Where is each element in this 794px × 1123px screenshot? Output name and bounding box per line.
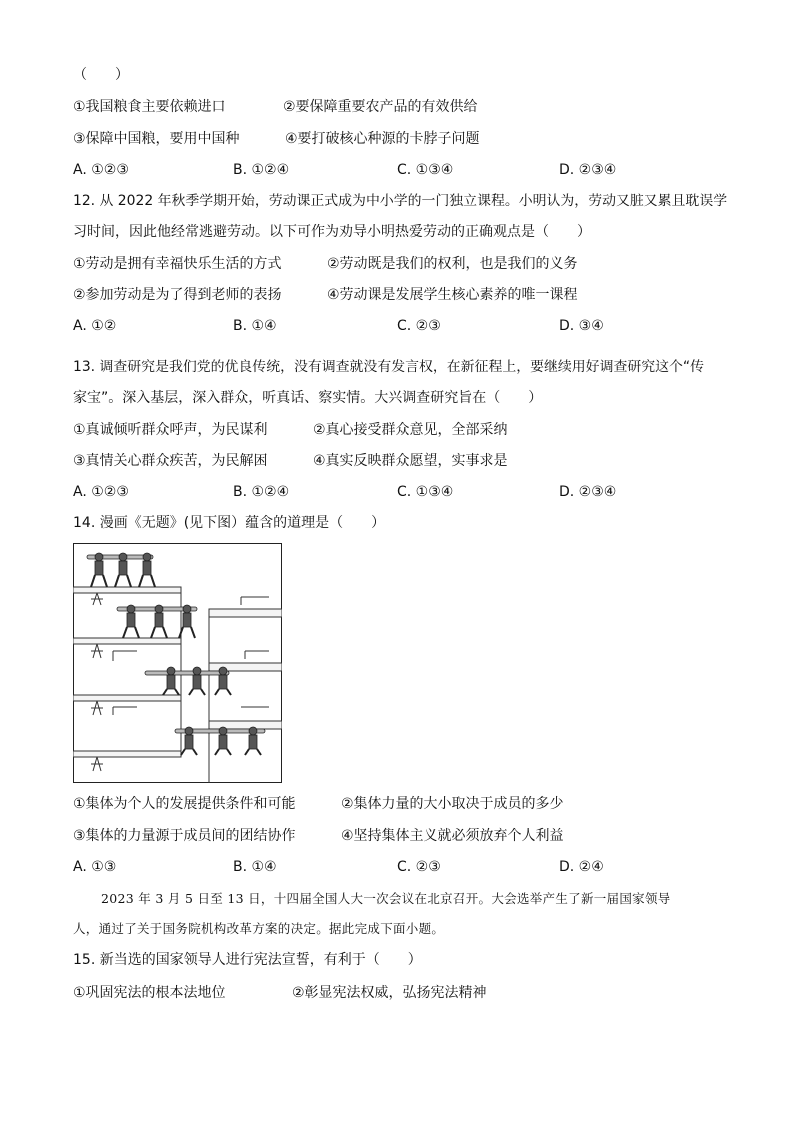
q11-statement-3: ③保障中国粮，要用中国种 [73, 131, 240, 147]
q12-stem-line-2: 习时间，因此他经常逃避劳动。以下可作为劝导小明热爱劳动的正确观点是（ ） [73, 224, 591, 240]
q14-statement-4: ④坚持集体主义就必须放弃个人利益 [341, 828, 564, 844]
q12-statement-3: ②参加劳动是为了得到老师的表扬 [73, 287, 282, 303]
q11-statement-4: ④要打破核心种源的卡脖子问题 [285, 131, 480, 147]
q12-statement-4: ④劳动课是发展学生核心素养的唯一课程 [327, 287, 578, 303]
q12-option-b: B. ①④ [233, 318, 277, 334]
q13-statement-4: ④真实反映群众愿望，实事求是 [313, 453, 508, 469]
q12-statement-1: ①劳动是拥有幸福快乐生活的方式 [73, 256, 282, 272]
q13-option-a: A. ①②③ [73, 484, 129, 500]
q11-option-b: B. ①②④ [233, 162, 290, 178]
q13-option-d: D. ②③④ [559, 484, 617, 500]
q13-stem-line-1: 13. 调查研究是我们党的优良传统，没有调查就没有发言权，在新征程上，要继续用好调查研究这个“传 [73, 359, 705, 375]
q11-option-d: D. ②③④ [559, 162, 617, 178]
q12-statement-2: ②劳动既是我们的权利，也是我们的义务 [327, 256, 578, 272]
cartoon-untitled-image [73, 543, 282, 783]
q14-option-b: B. ①④ [233, 859, 277, 875]
q11-statement-2: ②要保障重要农产品的有效供给 [283, 99, 478, 115]
q14-option-d: D. ②④ [559, 859, 604, 875]
q11-option-c: C. ①③④ [397, 162, 454, 178]
q12-option-c: C. ②③ [397, 318, 441, 334]
q14-option-a: A. ①③ [73, 859, 117, 875]
q15-stem: 15. 新当选的国家领导人进行宪法宣誓，有利于（ ） [73, 952, 422, 968]
q14-statement-2: ②集体力量的大小取决于成员的多少 [341, 796, 564, 812]
q12-stem-line-1: 12. 从 2022 年秋季学期开始，劳动课正式成为中小学的一门独立课程。小明认为，劳动又脏又累且耽误学 [73, 193, 728, 209]
q11-option-a: A. ①②③ [73, 162, 129, 178]
q13-stem-line-2: 家宝”。深入基层，深入群众，听真话、察实情。大兴调查研究旨在（ ） [73, 390, 543, 406]
q13-statement-2: ②真心接受群众意见，全部采纳 [313, 422, 508, 438]
q11-statement-1: ①我国粮食主要依赖进口 [73, 99, 226, 115]
material-line-1: 2023 年 3 月 5 日至 13 日，十四届全国人大一次会议在北京召开。大会选举产生了新一届国家领导 [101, 891, 671, 906]
q13-statement-3: ③真情关心群众疾苦，为民解困 [73, 453, 268, 469]
q14-option-c: C. ②③ [397, 859, 441, 875]
q15-statement-2: ②彰显宪法权威，弘扬宪法精神 [292, 985, 487, 1001]
q13-option-c: C. ①③④ [397, 484, 454, 500]
q13-option-b: B. ①②④ [233, 484, 290, 500]
q14-stem: 14. 漫画《无题》(见下图）蕴含的道理是（ ） [73, 515, 386, 531]
q14-statement-3: ③集体的力量源于成员间的团结协作 [73, 828, 296, 844]
q11-stem-tail: （ ） [73, 67, 129, 83]
q13-statement-1: ①真诚倾听群众呼声，为民谋利 [73, 422, 268, 438]
material-line-2: 人，通过了关于国务院机构改革方案的决定。据此完成下面小题。 [73, 921, 445, 936]
q14-statement-1: ①集体为个人的发展提供条件和可能 [73, 796, 296, 812]
q12-option-a: A. ①② [73, 318, 117, 334]
q12-option-d: D. ③④ [559, 318, 604, 334]
q15-statement-1: ①巩固宪法的根本法地位 [73, 985, 226, 1001]
